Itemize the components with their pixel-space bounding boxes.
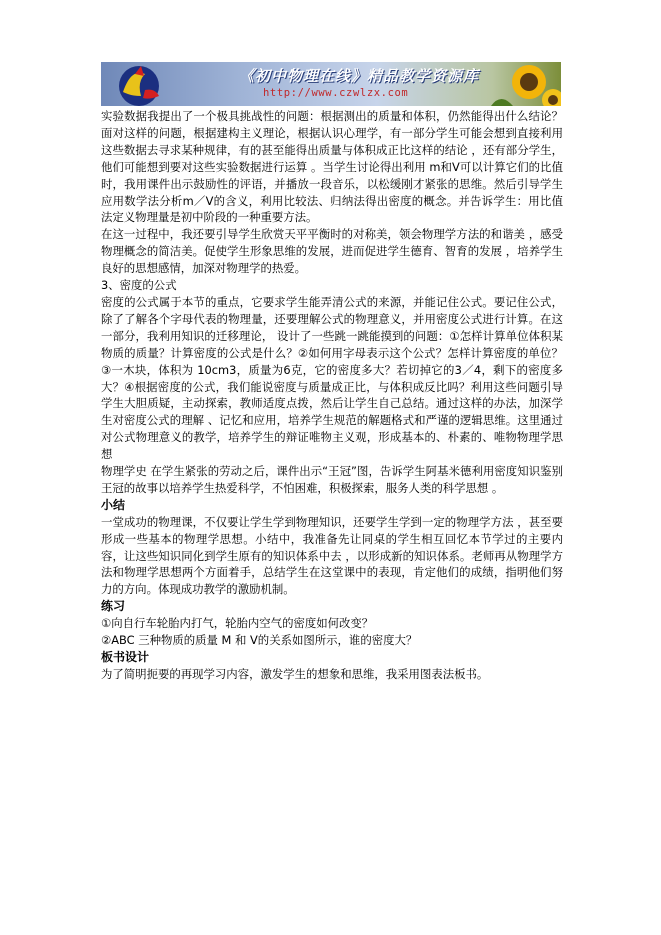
- paragraph-board-design: 为了简明扼要的再现学习内容，激发学生的想象和思维，我采用图表法板书。: [101, 666, 489, 681]
- banner-logo-icon: [119, 66, 159, 106]
- practice-question-2: ②ABC 三种物质的质量 M 和 V的关系如图所示，谁的密度大？: [101, 633, 418, 648]
- paragraph-formula: 密度的公式属于本节的重点，它要求学生能弄清公式的来源，并能记住公式。要记住公式，除了了解各个字母代表的物理量，还要理解公式的物理意义，并用密度公式进行计算。在这一部分，我利用知识的迁移理论， 设计了一些跳一跳能摸到的问题：①怎样计算单位体积某物质的质量？计算密度的公式是什么？②如何用字母表示这个公式？怎样计算密度的单位？③一木块，体积为 10cm3，质量为6克，它的密度多大？若切掉它的3／4，剩下的密度多大？④根据密度的公式，我们能说密度与质量成正比，与体积成反比吗？利用这些问题引导学生大胆质疑，主动探索，教师适度点拨，然后让学生自己总结。通过这样的办法，加深学生对密度公式的理解 、记忆和应用，培养学生规范的解题格式和严谨的逻辑思维。这里通过对公式物理意义的教学，培养学生的辩证唯物主义观，形成基本的、朴素的、唯物物理学思想: [101, 294, 563, 462]
- sunflower-icon: [491, 65, 561, 106]
- paragraph-summary: 一堂成功的物理课，不仅要让学生学到物理知识，还要学生学到一定的物理学方法 ，甚至要形成一些基本的物理学思想。小结中，我准备先让同桌的学生相互回忆本节学过的主要内容，让这些知识同化到学生原有的知识体系中去 ，以形成新的知识体系。老师再从物理学方法和物理学思想两个方面着手，总结学生在这堂课中的表现，肯定他们的成绩，指明他们努力的方向。体现成功教学的激励机制。: [101, 514, 563, 597]
- banner-url: http://www.czwlzx.com: [263, 87, 409, 99]
- practice-question-1: ①向自行车轮胎内打气，轮胎内空气的密度如何改变？: [101, 616, 374, 631]
- paragraph-physics-history: 物理学史 在学生紧张的劳动之后，课件出示“王冠”图，告诉学生阿基米德利用密度知识鉴别王冠的故事以培养学生热爱科学，不怕困难，积极探索，服务人类的科学思想 。: [101, 464, 563, 495]
- heading-practice: 练习: [101, 599, 126, 614]
- document-body: [101, 108, 563, 683]
- banner-title: 《初中物理在线》精品教学资源库: [239, 67, 480, 85]
- header-banner: [101, 62, 561, 106]
- paragraph-data-question: 实验数据我提出了一个极具挑战性的问题：根据测出的质量和体积，仍然能得出什么结论？面对这样的问题，根据建构主义理论，根据认识心理学，有一部分学生可能会想到直接利用这些数据去寻求某种规律，有的甚至能得出质量与体积成正比这样的结论 ，还有部分学生，他们可能想到要对这些实验数据进行运算 。当学生讨论得出利用 m和V可以计算它们的比值时，我用课件出示鼓励性的评语，并播放一段音乐，以松缓刚才紧张的思维。然后引导学生应用数学法分析m／V的含义，利用比较法、归纳法得出密度的概念。并告诉学生：用比值法定义物理量是初中阶段的一种重要方法。: [101, 109, 563, 225]
- heading-board-design: 板书设计: [101, 650, 150, 664]
- heading-summary: 小结: [101, 497, 126, 512]
- paragraph-aesthetics: 在这一过程中，我还要引导学生欣赏天平平衡时的对称美，领会物理学方法的和谐美 ，感受物理概念的简洁美。促使学生形象思维的发展，进而促进学生德育、智育的发展 ，培养学生良好的思想感情，加深对物理学的热爱。: [101, 227, 563, 276]
- subheading-density-formula: 3、密度的公式: [101, 278, 177, 293]
